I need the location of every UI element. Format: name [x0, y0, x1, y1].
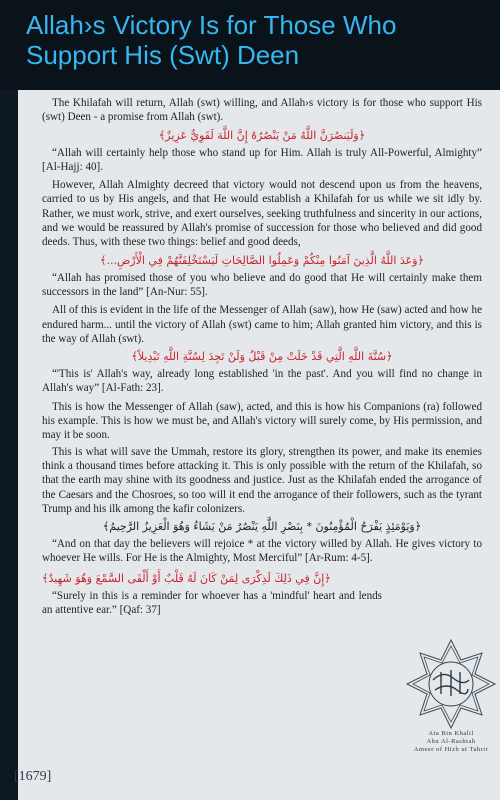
arabic-verse-fath: ﴿سُنَّةَ اللَّهِ الَّتِي قَدْ خَلَتْ مِنْ قَبْلُ وَلَنْ تَجِدَ لِسُنَّةِ اللَّهِ تَبْدِيلاً﴾: [131, 350, 393, 364]
header-bar: [0, 0, 500, 90]
arabic-verse-qaf: ﴿إِنَّ فِي ذَلِكَ لَذِكْرَى لِمَنْ كَانَ لَهُ قَلْبٌ أَوْ أَلْقَى السَّمْعَ وَهُوَ شَهِيدٌ﴾: [42, 571, 331, 585]
emblem-role: Ameer of Hizb ut Tahrir: [413, 746, 489, 753]
arabic-verse-rum: ﴿وَيَوْمَئِذٍ يَفْرَحُ الْمُؤْمِنُونَ * بِنَصْرِ اللَّهِ يَنْصُرُ مَنْ يَشَاءُ وَهُوَ الْعَزِيزُ الرَّحِيمُ﴾: [102, 520, 422, 534]
quote-fath: “'This is' Allah's way, already long established 'in the past'. And you will find no change in Allah's way” [Al-Fath: 23].: [42, 368, 482, 395]
quote-rum: “And on that day the believers will rejoice * at the victory willed by Allah. He gives victory to whoever He wills. For He is the Almighty, Most Merciful” [Ar-Rum: 4-5].: [42, 538, 482, 565]
paragraph-intro: The Khilafah will return, Allah (swt) willing, and Allah›s victory is for those who support His (swt) Deen - a promise from Allah (swt).: [42, 97, 482, 124]
quote-hajj: “Allah will certainly help those who stand up for Him. Allah is truly All-Powerful, Almighty” [Al-Hajj: 40].: [42, 146, 482, 173]
emblem-icon: [396, 638, 500, 730]
quote-nur: “Allah has promised those of you who believe and do good that He will certainly make them successors in the land” [An-Nur: 55].: [42, 271, 482, 298]
page-title: Allah›s Victory Is for Those Who Support His (Swt) Deen: [26, 10, 397, 70]
paragraph-ummah: This is what will save the Ummah, restore its glory, strengthen its power, and make its enemies think a thousand times before attacking it. This is only possible with the return of the Khilafah, so that the earth may shine with its goodness and justice. Just as the Khilafah ended the arrogance of the Caesars and the Chosroes, so too will it end the arrogance of their followers, such as the tyrant Trump and his ilk among the kafir colonizers.: [42, 445, 482, 515]
quote-qaf: “Surely in this is a reminder for whoever has a 'mindful' heart and lends an attentive ear.” [Qaf: 37]: [42, 589, 382, 617]
content-panel: [18, 90, 500, 800]
article-body: [42, 96, 482, 621]
arabic-verse-nur: ﴿وَعَدَ اللَّهُ الَّذِينَ آمَنُوا مِنْكُمْ وَعَمِلُوا الصَّالِحَاتِ لَيَسْتَخْلِفَنَّهُمْ فِي الْأَرْضِ...﴾: [100, 253, 424, 267]
paragraph-messenger: All of this is evident in the life of the Messenger of Allah (saw), how He (saw) acted and how he endured harm... until the victory of Allah (swt) came to him; Allah granted him victory, and this is the way of Allah (swt).: [42, 304, 482, 345]
emblem-kunya: Abu Al-Rashtah: [426, 738, 476, 745]
emblem-caption: [396, 730, 500, 754]
emblem-name: Ata Bin Khalil: [428, 730, 474, 737]
issue-number: [1679]: [14, 769, 52, 784]
ameer-emblem: [396, 638, 500, 768]
paragraph-decree: However, Allah Almighty decreed that victory would not descend upon us from the heavens, carried to us by His angels, and that He would establish a Khilafah for us while we sit idly by. Rather, we must work, strive, and exert ourselves, seeking truthfulness and sincerity in our actions, and we would be reassured by Allah's promise of succession for those who believed and did good deeds. Thus, with these two things: belief and good deeds,: [42, 179, 482, 249]
paragraph-companions: This is how the Messenger of Allah (saw), acted, and this is how his Companions (ra) followed his example. This is how we must be, and Allah's victory will surely come, by His permission, and may it be soon.: [42, 400, 482, 442]
arabic-verse-hajj: ﴿وَلَيَنصُرَنَّ اللَّهُ مَنْ يَنْصُرُهُ إِنَّ اللَّهَ لَقَوِيٌّ عَزِيزٌ﴾: [158, 128, 366, 142]
